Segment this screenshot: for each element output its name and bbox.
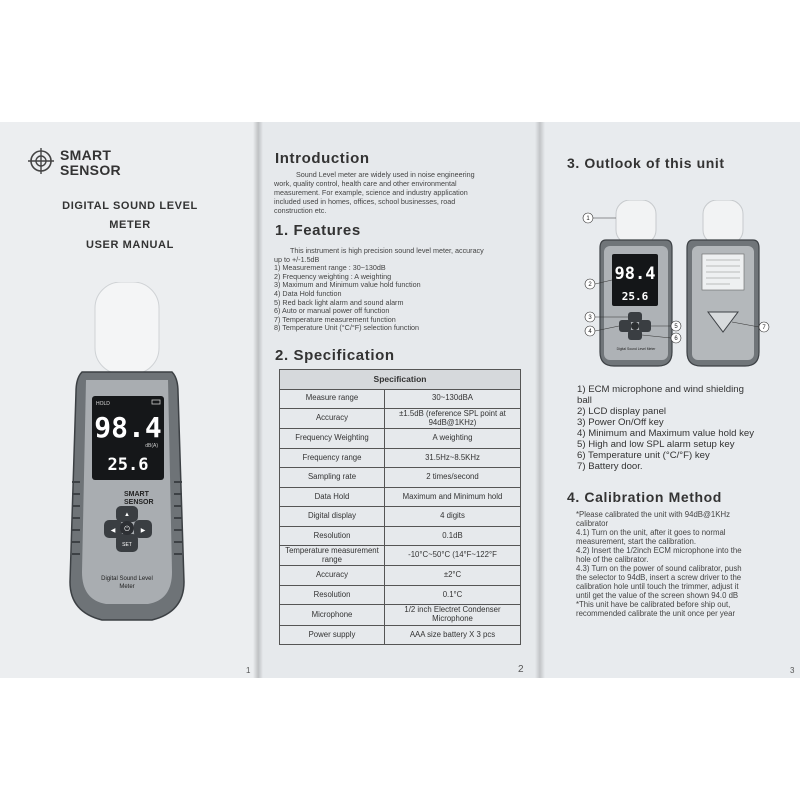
features-line: 7) Temperature measurement function [274,314,396,324]
spec-value: -10°C~50°C (14°F~122°F [385,546,521,566]
calibration-line: 4.2) Insert the 1/2inch ECM microphone into the [576,546,742,555]
calibration-line: 4.1) Turn on the unit, after it goes to normal [576,528,726,537]
list-item: 5) High and low SPL alarm setup key [577,439,735,450]
svg-text:⏻: ⏻ [124,526,130,533]
intro-line: work, quality control, health care and other environmental [274,179,457,188]
spec-key: Data Hold [280,487,385,507]
lcd-db-unit: dB(A) [145,443,158,449]
intro-line: measurement. For example, science and industry application [274,188,468,197]
lcd-db-reading: 98.4 [94,411,162,444]
table-row [280,389,521,409]
cover-title-line-1: DIGITAL SOUND LEVEL [62,200,198,212]
spec-key: Digital display [280,507,385,527]
microphone-ball [95,282,159,374]
calibration-line: recommended calibrate the unit once per year [576,609,736,618]
page-fold-left [253,122,263,678]
brand-name [60,148,121,178]
features-line: 4) Data Hold function [274,288,342,298]
manual-booklet [0,122,800,678]
table-row [280,429,521,449]
spec-key: Sampling rate [280,468,385,488]
spec-key: Measure range [280,389,385,409]
front-device-label: Digital Sound Level Meter [616,347,656,351]
table-row [280,566,521,586]
intro-line: construction etc. [274,206,327,215]
introduction-text [274,170,530,215]
lcd-hold-label: HOLD [96,401,110,407]
spec-key: Temperature measurement range [280,546,385,566]
spec-key: Resolution [280,585,385,605]
features-line: 8) Temperature Unit (°C/°F) selection function [274,323,420,333]
spec-key: Resolution [280,526,385,546]
spec-key: Frequency Weighting [280,429,385,449]
calibration-steps [576,510,798,618]
features-line: 6) Auto or manual power off function [274,306,390,316]
calibration-line: the selector to 94dB, insert a screw driver to the [576,573,742,582]
set-key-label: SET [122,542,132,548]
spec-key: Frequency range [280,448,385,468]
list-item: 7) Battery door. [577,461,643,472]
table-row [280,487,521,507]
table-row [280,546,521,566]
features-line: 3) Maximum and Minimum value hold function [274,280,421,290]
calibration-line: *Please calibrated the unit with 94dB@1KHz [576,510,730,519]
list-item: 6) Temperature unit (°C/°F) key [577,450,710,461]
svg-text:◀: ◀ [110,528,116,534]
svg-text:▶: ▶ [140,528,146,534]
brand-logo [28,146,148,186]
list-item: ball [577,395,592,406]
calibration-line: calibrator [576,519,609,528]
spec-value: ±1.5dB (reference SPL point at 94dB@1KHz) [385,409,521,429]
callout-1: 1 [586,216,590,222]
spec-key: Power supply [280,625,385,645]
features-line: This instrument is high precision sound level meter, accuracy [290,246,484,255]
table-row [280,409,521,429]
device-brand-1: SMART [124,491,149,498]
calibration-line: measurement, start the calibration. [576,537,697,546]
spec-value: AAA size battery X 3 pcs [385,625,521,645]
spec-value: 31.5Hz~8.5KHz [385,448,521,468]
cover-page [0,122,258,678]
list-item: 1) ECM microphone and wind shielding [577,384,744,395]
calibration-line: until get the value of the screen shown 94.0 dB [576,591,739,600]
intro-line: Sound Level meter are widely used in noise engineering [296,170,475,179]
lcd-temp-reading: 25.6 [107,455,149,475]
spec-value: A weighting [385,429,521,449]
table-row [280,625,521,645]
introduction-heading: Introduction [275,150,370,167]
features-heading: 1. Features [275,222,361,239]
crosshair-logo-icon [28,148,54,174]
brand-line-2: SENSOR [60,162,121,178]
outlook-heading: 3. Outlook of this unit [567,155,725,171]
front-lcd-db: 98.4 [614,264,656,284]
spec-value: 1/2 inch Electret Condenser Microphone [385,605,521,625]
callout-6: 6 [674,336,678,342]
svg-text:▲: ▲ [124,512,130,518]
features-list [274,247,530,333]
device-label-line-1: Digital Sound Level [101,576,153,582]
table-row [280,468,521,488]
list-item: 3) Power On/Off key [577,417,664,428]
calibration-line: *This unit have be calibrated before ship out, [576,600,731,609]
table-row [280,448,521,468]
spec-value: 4 digits [385,507,521,527]
spec-value: 0.1°C [385,585,521,605]
specification-table [279,369,521,645]
device-label-line-2: Meter [119,584,135,590]
spec-value: Maximum and Minimum hold [385,487,521,507]
calibration-line: hole of the calibrator. [576,555,649,564]
callout-4: 4 [588,329,592,335]
spec-value: ±2°C [385,566,521,586]
callout-7: 7 [762,325,766,331]
table-row [280,507,521,527]
features-line: 2) Frequency weighting : A weighting [274,271,392,281]
spec-key: Accuracy [280,566,385,586]
spec-value: 2 times/second [385,468,521,488]
page-number-2: 2 [518,664,524,675]
list-item: 4) Minimum and Maximum value hold key [577,428,755,439]
page-number-1: 1 [246,666,251,675]
spec-key: Microphone [280,605,385,625]
table-header-row [280,370,521,390]
page-fold-right [535,122,545,678]
table-row [280,585,521,605]
front-microphone-ball [616,200,656,244]
features-line: 5) Red back light alarm and sound alarm [274,297,404,307]
calibration-heading: 4. Calibration Method [567,489,722,505]
page-two [258,122,540,678]
callout-2: 2 [588,282,592,288]
callout-3: 3 [588,315,592,321]
callout-5: 5 [674,324,678,330]
brand-line-1: SMART [60,147,112,163]
spec-value: 30~130dBA [385,389,521,409]
table-row [280,526,521,546]
table-row [280,605,521,625]
outlook-parts-list [577,384,797,472]
spec-value: 0.1dB [385,526,521,546]
features-line: up to +/-1.5dB [274,254,320,264]
calibration-line: 4.3) Turn on the power of sound calibrator, push [576,564,742,573]
page-three [540,122,800,678]
sound-level-meter-illustration [62,282,192,622]
front-lcd-temp: 25.6 [621,290,649,303]
spec-key: Accuracy [280,409,385,429]
device-brand-2: SENSOR [124,499,154,506]
outlook-diagram [580,200,780,370]
cover-title-line-3: USER MANUAL [86,239,174,251]
list-item: 2) LCD display panel [577,406,667,417]
calibration-line: calibration hole until touch the trimmer, adjust it [576,582,739,591]
intro-line: included used in homes, offices, school businesses, road [274,197,456,206]
table-title: Specification [280,370,521,390]
cover-title-line-2: METER [109,219,151,231]
specification-heading: 2. Specification [275,347,395,364]
back-microphone-ball [703,200,743,244]
features-line: 1) Measurement range : 30~130dB [274,263,386,273]
page-number-3: 3 [790,666,795,675]
